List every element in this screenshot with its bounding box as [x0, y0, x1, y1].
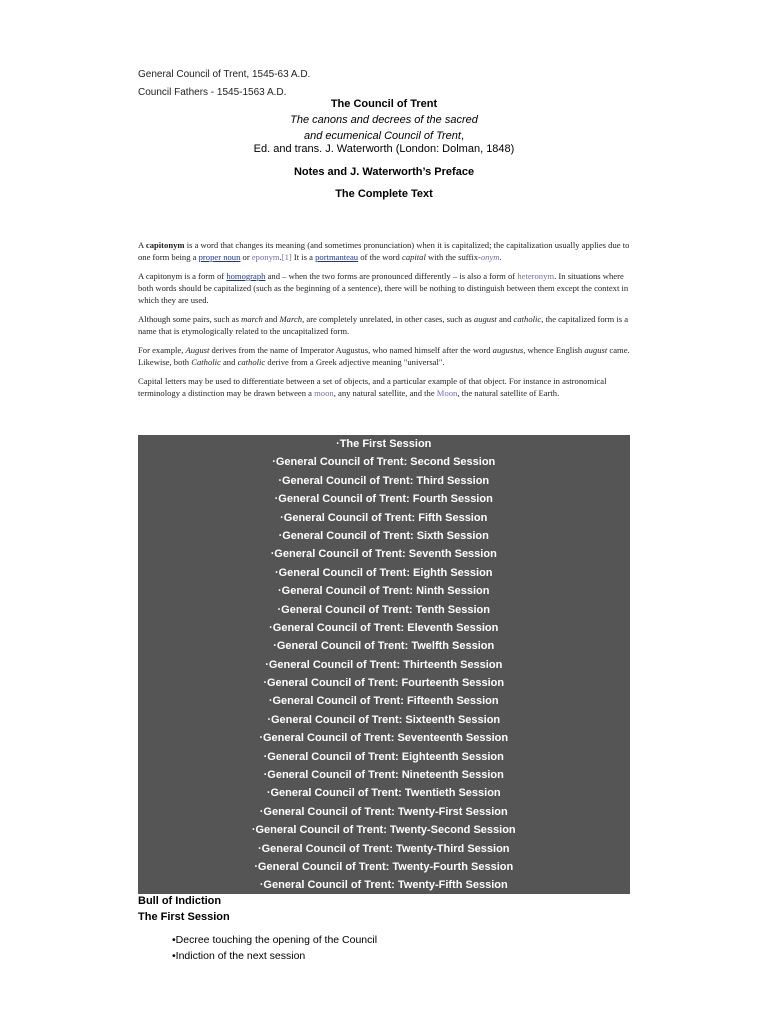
- bullet-icon: •: [269, 698, 272, 705]
- paragraph-4: [138, 344, 630, 368]
- link-heteronym[interactable]: heteronym: [517, 271, 555, 281]
- session-nav-label: General Council of Trent: Twenty-Second Session: [255, 824, 516, 837]
- bullet-icon: •: [265, 661, 268, 668]
- word: augustus: [492, 345, 524, 355]
- session-nav-item[interactable]: [138, 656, 630, 674]
- session-nav-label: General Council of Trent: Fourth Session: [278, 493, 493, 506]
- text: .: [499, 252, 502, 262]
- session-nav-item[interactable]: [138, 601, 630, 619]
- session-nav-label: General Council of Trent: Twentieth Session: [270, 787, 501, 800]
- bullet-icon: •: [259, 735, 262, 742]
- first-session-item-decree[interactable]: •Decree touching the opening of the Council: [172, 934, 378, 946]
- text: derives from the name of Imperator Augustus, who named himself after the word: [209, 345, 493, 355]
- complete-text-link[interactable]: The Complete Text: [335, 188, 433, 200]
- session-nav-label: General Council of Trent: Seventeenth Session: [262, 732, 509, 745]
- term-capitonym: capitonym: [145, 240, 185, 250]
- bullet-icon: •: [336, 441, 339, 447]
- session-nav-item[interactable]: [138, 729, 630, 747]
- document-subtitle-line-2: [138, 128, 630, 144]
- text: Capital letters may be used to differentiate between a set of objects, and a particular example of that object. For instance in astronomical terminology a distinction may be drawn between a: [138, 376, 607, 398]
- session-nav-label: General Council of Trent: Fifth Session: [283, 511, 488, 524]
- header-line-2: Council Fathers - 1545-1563 A.D.: [138, 87, 287, 98]
- sessions-nav-list: [138, 435, 630, 894]
- session-nav-item[interactable]: [138, 876, 630, 894]
- text: , are completely unrelated, in other cases, such as: [302, 314, 474, 324]
- text: and: [496, 314, 514, 324]
- link-moon[interactable]: moon: [314, 388, 334, 398]
- word: catholic: [237, 357, 266, 367]
- session-nav-item[interactable]: [138, 509, 630, 527]
- bullet-icon: •: [269, 624, 272, 631]
- bullet-icon: •: [260, 808, 263, 815]
- session-nav-item[interactable]: [138, 435, 630, 453]
- session-nav-label: General Council of Trent: Sixth Session: [282, 530, 489, 543]
- word: March: [279, 314, 303, 324]
- session-nav-label: General Council of Trent: Fourteenth Session: [266, 677, 505, 690]
- session-nav-label: General Council of Trent: Sixteenth Session: [270, 713, 501, 726]
- link-the-moon[interactable]: Moon: [436, 388, 458, 398]
- bullet-icon: •: [278, 606, 281, 613]
- text: of the word: [358, 252, 402, 262]
- bullet-icon: •: [278, 477, 281, 484]
- first-session-item-indiction[interactable]: •Indiction of the next session: [172, 950, 306, 962]
- session-nav-item[interactable]: [138, 748, 630, 766]
- text: , the capitalized form is a name that is etymologically related to the uncapitalized form.: [138, 314, 629, 336]
- bullet-icon: •: [275, 496, 278, 503]
- notes-preface-link[interactable]: Notes and J. Waterworth’s Preface: [293, 166, 475, 178]
- bullet-icon: •: [278, 588, 281, 595]
- text: is a word that changes its meaning (and sometimes pronunciation) when it is capitalized; the capitalization usually applies due to one form being a: [138, 240, 630, 262]
- session-nav-item[interactable]: [138, 453, 630, 471]
- bullet-icon: •: [272, 459, 275, 466]
- edition-line: Ed. and trans. J. Waterworth (London: Dolman, 1848): [253, 143, 515, 155]
- session-nav-item[interactable]: [138, 766, 630, 784]
- session-nav-item[interactable]: [138, 637, 630, 655]
- text: , whence English: [523, 345, 585, 355]
- bull-of-indiction-heading: Bull of Indiction: [138, 895, 222, 907]
- bullet-icon: •: [280, 514, 283, 521]
- session-nav-label: General Council of Trent: Twenty-Third Session: [261, 842, 510, 855]
- session-nav-item[interactable]: [138, 840, 630, 858]
- session-nav-label: The First Session: [339, 438, 432, 451]
- text: and – when the two forms are pronounced differently – is also a form of: [265, 271, 518, 281]
- bullet-icon: •: [267, 716, 270, 723]
- word: march: [241, 314, 263, 324]
- link-eponym[interactable]: eponym: [251, 252, 280, 262]
- session-nav-label: General Council of Trent: Ninth Session: [281, 585, 490, 598]
- bullet-icon: •: [271, 551, 274, 558]
- session-nav-label: General Council of Trent: Eleventh Session: [272, 622, 499, 635]
- bullet-icon: •: [264, 772, 267, 779]
- text: , the natural satellite of Earth.: [457, 388, 560, 398]
- session-nav-item[interactable]: [138, 527, 630, 545]
- session-nav-item[interactable]: [138, 674, 630, 692]
- session-nav-label: General Council of Trent: Seventh Session: [274, 548, 497, 561]
- session-nav-label: General Council of Trent: Eighteenth Session: [267, 750, 504, 763]
- text: , any natural satellite, and the: [333, 388, 437, 398]
- text: It is a: [291, 252, 316, 262]
- bullet-icon: •: [260, 882, 263, 889]
- session-nav-item[interactable]: [138, 711, 630, 729]
- paragraph-1: [138, 239, 630, 263]
- text: and: [220, 357, 238, 367]
- text: with the suffix-: [425, 252, 481, 262]
- session-nav-label: General Council of Trent: Twenty-Fifth Session: [263, 879, 508, 892]
- word: august: [473, 314, 497, 324]
- subtitle-line-2-text: and ecumenical Council of Trent: [304, 130, 461, 142]
- text: Although some pairs, such as: [138, 314, 242, 324]
- bullet-icon: •: [252, 827, 255, 834]
- text: A: [138, 240, 146, 250]
- session-nav-label: General Council of Trent: Nineteenth Session: [267, 769, 504, 782]
- bullet-icon: •: [267, 790, 270, 797]
- word: August: [185, 345, 210, 355]
- bullet-icon: •: [275, 569, 278, 576]
- text: derive from a Greek adjective meaning "universal".: [265, 357, 445, 367]
- session-nav-label: General Council of Trent: Tenth Session: [281, 603, 490, 616]
- paragraph-2: [138, 270, 630, 306]
- document-title: The Council of Trent: [330, 98, 438, 110]
- link-reference-1[interactable]: [1]: [281, 252, 292, 262]
- session-nav-item[interactable]: [138, 692, 630, 710]
- session-nav-label: General Council of Trent: Eighth Session: [278, 566, 493, 579]
- session-nav-item[interactable]: [138, 564, 630, 582]
- text: or: [240, 252, 252, 262]
- paragraph-5: [138, 375, 630, 399]
- session-nav-item[interactable]: [138, 619, 630, 637]
- text: For example,: [138, 345, 186, 355]
- document-subtitle-line-1: The canons and decrees of the sacred: [290, 114, 478, 126]
- first-session-contents: [172, 932, 377, 964]
- subtitle-comma: ,: [460, 130, 464, 142]
- header-line-1: General Council of Trent, 1545-63 A.D.: [138, 69, 311, 80]
- session-nav-item[interactable]: [138, 582, 630, 600]
- session-nav-label: General Council of Trent: Third Session: [281, 474, 490, 487]
- first-session-heading: The First Session: [138, 911, 230, 923]
- text: A capitonym is a form of: [138, 271, 227, 281]
- session-nav-label: General Council of Trent: Thirteenth Session: [268, 658, 503, 671]
- session-nav-label: General Council of Trent: Twenty-First Session: [263, 805, 508, 818]
- link-homograph[interactable]: homograph: [226, 271, 266, 281]
- session-nav-label: General Council of Trent: Fifteenth Session: [272, 695, 499, 708]
- bullet-icon: •: [258, 845, 261, 852]
- session-nav-item[interactable]: [138, 472, 630, 490]
- session-nav-item[interactable]: [138, 821, 630, 839]
- text: .: [279, 252, 282, 262]
- session-nav-label: General Council of Trent: Twelfth Session: [276, 640, 495, 653]
- session-nav-item[interactable]: [138, 784, 630, 802]
- word: Catholic: [191, 357, 221, 367]
- paragraph-3: [138, 313, 630, 337]
- session-nav-item[interactable]: [138, 490, 630, 508]
- text: and: [262, 314, 280, 324]
- link-portmanteau[interactable]: portmanteau: [315, 252, 359, 262]
- bullet-icon: •: [264, 753, 267, 760]
- link-proper-noun[interactable]: proper noun: [198, 252, 241, 262]
- bullet-icon: •: [273, 643, 276, 650]
- session-nav-item[interactable]: [138, 545, 630, 563]
- word-capital: capital: [402, 252, 426, 262]
- text: came. Likewise, both: [138, 345, 630, 367]
- session-nav-label: General Council of Trent: Twenty-Fourth Session: [257, 861, 514, 874]
- session-nav-item[interactable]: [138, 858, 630, 876]
- text: . In situations where both words should be capitalized (such as the beginning of a sentence), there will be nothing to distinguish between them except the context in which they are used.: [138, 271, 629, 305]
- bullet-icon: •: [263, 680, 266, 687]
- bullet-icon: •: [279, 532, 282, 539]
- word: august: [584, 345, 608, 355]
- word: catholic: [513, 314, 542, 324]
- article-body: [138, 239, 630, 406]
- link-onym[interactable]: onym: [480, 252, 500, 262]
- bullet-icon: •: [254, 863, 257, 870]
- session-nav-item[interactable]: [138, 803, 630, 821]
- session-nav-label: General Council of Trent: Second Session: [275, 456, 496, 469]
